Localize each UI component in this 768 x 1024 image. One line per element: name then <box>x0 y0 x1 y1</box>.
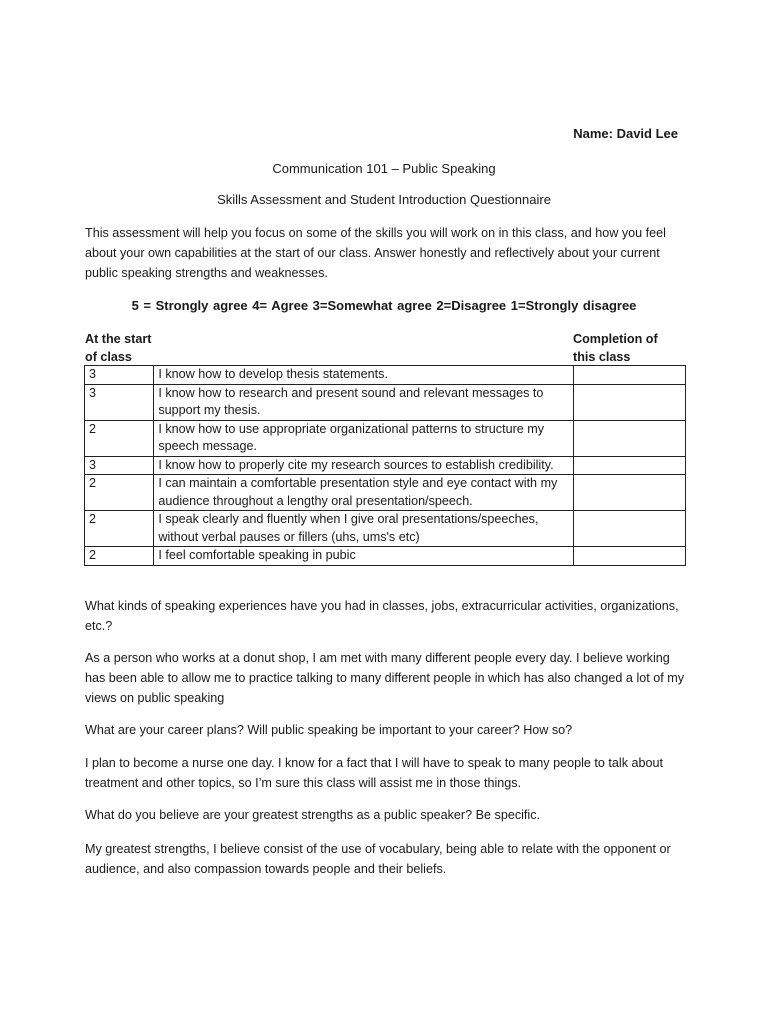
student-name: Name: David Lee <box>573 126 678 141</box>
completion-rating-cell[interactable] <box>574 475 686 511</box>
answer-career-plans: I plan to become a nurse one day. I know for a fact that I will have to speak to many people to talk about treatment and other topics, so I’m sure this class will assist me in those things. <box>85 756 664 790</box>
table-row <box>85 456 686 475</box>
question-greatest-strengths: What do you believe are your greatest strengths as a public speaker? Be specific. <box>85 808 541 822</box>
question-career-plans: What are your career plans? Will public speaking be important to your career? How so? <box>85 723 573 737</box>
table-row <box>85 366 686 385</box>
question-speaking-experience: What kinds of speaking experiences have you had in classes, jobs, extracurricular activities, organizations, etc.? <box>85 599 679 633</box>
rating-scale: 5 = Strongly agree 4= Agree 3=Somewhat agree 2=Disagree 1=Strongly disagree <box>131 298 637 313</box>
statement-cell: I know how to develop thesis statements. <box>154 366 574 385</box>
column-header-start-line1: At the start <box>85 332 152 346</box>
start-rating-cell[interactable]: 3 <box>85 456 154 475</box>
column-header-completion <box>573 330 658 366</box>
completion-rating-cell[interactable] <box>574 420 686 456</box>
statement-cell: I know how to use appropriate organizational patterns to structure my speech message. <box>154 420 574 456</box>
statement-cell: I know how to research and present sound and relevant messages to support my thesis. <box>154 384 574 420</box>
start-rating-cell[interactable]: 2 <box>85 547 154 566</box>
column-header-completion-line1: Completion of <box>573 332 658 346</box>
statement-cell: I speak clearly and fluently when I give oral presentations/speeches, without verbal pauses or fillers (uhs, ums's etc) <box>154 511 574 547</box>
completion-rating-cell[interactable] <box>574 547 686 566</box>
statement-cell: I know how to properly cite my research sources to establish credibility. <box>154 456 574 475</box>
skills-rating-table <box>84 365 686 566</box>
answer-greatest-strengths: My greatest strengths, I believe consist of the use of vocabulary, being able to relate with the opponent or audience, and also compassion towards people and their beliefs. <box>85 842 671 876</box>
table-row <box>85 475 686 511</box>
document-subtitle: Skills Assessment and Student Introduction Questionnaire <box>217 192 551 207</box>
completion-rating-cell[interactable] <box>574 384 686 420</box>
table-row <box>85 547 686 566</box>
column-header-completion-line2: this class <box>573 350 631 364</box>
completion-rating-cell[interactable] <box>574 456 686 475</box>
course-title: Communication 101 – Public Speaking <box>272 161 496 176</box>
start-rating-cell[interactable]: 2 <box>85 420 154 456</box>
completion-rating-cell[interactable] <box>574 366 686 385</box>
statement-cell: I feel comfortable speaking in pubic <box>154 547 574 566</box>
table-row <box>85 511 686 547</box>
statement-cell: I can maintain a comfortable presentation style and eye contact with my audience throughout a lengthy oral presentation/speech. <box>154 475 574 511</box>
column-header-start <box>85 330 151 366</box>
start-rating-cell[interactable]: 3 <box>85 366 154 385</box>
start-rating-cell[interactable]: 2 <box>85 475 154 511</box>
table-row <box>85 420 686 456</box>
start-rating-cell[interactable]: 3 <box>85 384 154 420</box>
answer-speaking-experience: As a person who works at a donut shop, I am met with many different people every day. I believe working has been able to allow me to practice talking to many different people in which has also changed a lot of my views on public speaking <box>85 651 685 705</box>
intro-paragraph: This assessment will help you focus on some of the skills you will work on in this class, and how you feel about your own capabilities at the start of our class. Answer honestly and reflectively about your current public speaking strengths and weaknesses. <box>85 226 666 280</box>
table-row <box>85 384 686 420</box>
column-header-start-line2: of class <box>85 350 132 364</box>
start-rating-cell[interactable]: 2 <box>85 511 154 547</box>
completion-rating-cell[interactable] <box>574 511 686 547</box>
